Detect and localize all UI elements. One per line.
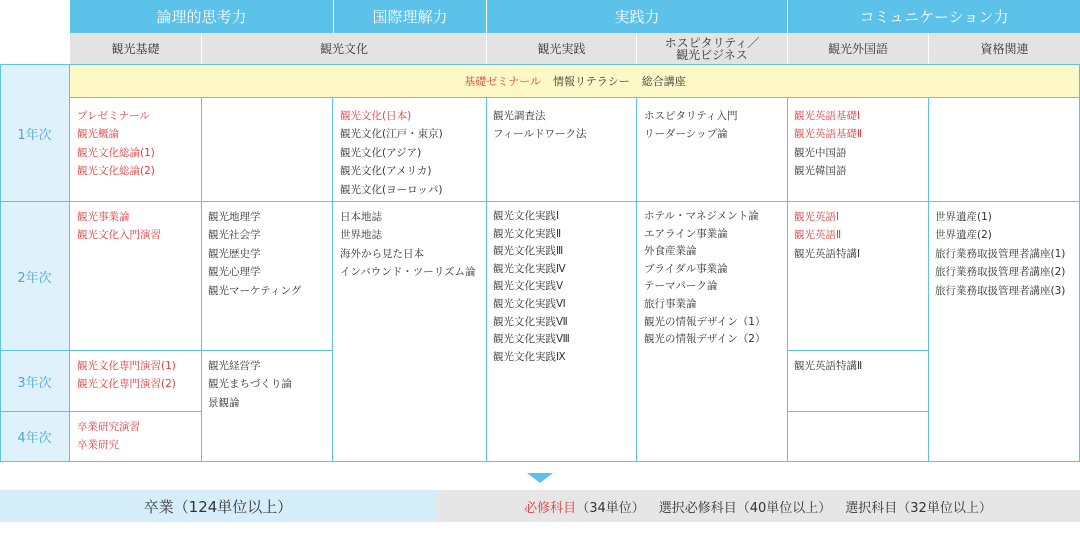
course-item: 観光文化入門演習 [77, 229, 161, 242]
course-item: 観光英語基礎Ⅱ [794, 128, 863, 141]
grid-line [928, 97, 929, 462]
course-item: 観光文化(アメリカ) [340, 165, 432, 178]
year-label-3: 3年次 [0, 351, 69, 411]
subject-gaikoku: 観光外国語 [788, 33, 928, 64]
grid-line [69, 64, 70, 462]
subject-bunka: 観光文化 [202, 33, 486, 64]
grid-line [0, 461, 1080, 462]
header-divider [928, 33, 929, 64]
category-practical: 実践力 [487, 0, 787, 33]
subject-kiso: 観光基礎 [70, 33, 201, 64]
course-item: 旅行業務取扱管理者講座(3) [935, 284, 1066, 297]
subject-hospitality [637, 33, 787, 64]
course-item: 観光文化実践Ⅴ [493, 280, 564, 293]
cell-jissen-year1 [493, 107, 586, 144]
cell-bunka-b-year2 [340, 208, 476, 282]
band-required-course: 基礎ゼミナール [464, 75, 541, 88]
credit-breakdown [436, 490, 1080, 522]
cell-kiso-year3 [77, 357, 176, 394]
grid-line [788, 411, 929, 412]
subject-shikaku: 資格関連 [929, 33, 1080, 64]
course-item: 観光マーケティング [208, 284, 302, 297]
required-credits [524, 497, 645, 516]
course-item: 観光文化専門演習(1) [77, 360, 176, 372]
course-item: 観光英語Ⅱ [794, 229, 842, 242]
course-item: 旅行業務取扱管理者講座(2) [935, 266, 1066, 279]
header-divider [787, 33, 788, 64]
course-item: 外食産業論 [644, 245, 697, 258]
course-item: 観光英語特講Ⅰ [794, 247, 861, 260]
course-item: 観光文化総論(2) [77, 165, 155, 178]
course-item: 観光文化実践Ⅱ [493, 227, 562, 240]
grid-line [788, 350, 929, 351]
course-item: インバウンド・ツーリズム論 [340, 266, 476, 279]
course-item: ブライダル事業論 [644, 262, 728, 275]
elective-credits: 選択科目（32単位以上） [845, 500, 992, 516]
grid-line [636, 97, 637, 462]
course-item: 観光英語基礎Ⅰ [794, 110, 861, 122]
cell-bunka-a-year3 [208, 357, 292, 412]
course-item: 観光文化実践Ⅳ [493, 262, 566, 275]
course-item: 観光韓国語 [794, 165, 847, 178]
course-item: 観光文化(ヨーロッパ) [340, 183, 443, 196]
course-item: 卒業研究 [77, 439, 119, 452]
subject-hospitality-line1: ホスピタリティ／ [664, 35, 760, 50]
course-item: 観光文化実践Ⅸ [493, 350, 566, 363]
course-item: エアライン事業論 [644, 227, 728, 240]
down-arrow-icon [527, 473, 553, 483]
header-divider [486, 33, 487, 64]
course-item: 観光地理学 [208, 211, 261, 223]
grid-line [787, 97, 788, 462]
course-item: 観光文化総論(1) [77, 146, 155, 159]
subject-hospitality-line2: 観光ビジネス [676, 47, 748, 62]
cell-kiso-year4 [77, 418, 140, 455]
course-item: 観光文化実践Ⅵ [493, 297, 566, 310]
required-units: （34単位） [576, 500, 645, 516]
course-item: テーマパーク論 [644, 280, 718, 293]
cell-kiso-year1 [77, 107, 155, 181]
course-item: 世界地誌 [340, 229, 382, 242]
course-item: ホテル・マネジメント論 [644, 210, 759, 222]
course-item: プレゼミナール [77, 110, 150, 122]
header-divider [486, 0, 487, 33]
course-item: 観光英語Ⅰ [794, 211, 840, 223]
grid-line [332, 97, 333, 462]
grid-line [70, 97, 1080, 98]
grid-line [0, 201, 1080, 202]
grid-line [0, 350, 333, 351]
cell-kiso-year2 [77, 208, 161, 245]
grid-line [0, 64, 1, 462]
cell-shikaku-year2 [935, 208, 1065, 300]
year-label-4: 4年次 [0, 412, 69, 461]
grid-line [201, 97, 202, 462]
course-item: 観光文化(アジア) [340, 146, 422, 159]
cell-hospitality-year2 [644, 208, 765, 349]
course-item: 観光概論 [77, 128, 119, 141]
course-item: 観光事業論 [77, 211, 130, 223]
course-item: 観光まちづくり論 [208, 378, 292, 391]
grid-line [0, 411, 202, 412]
category-communication: コミュニケーション力 [788, 0, 1080, 33]
category-international-understanding: 国際理解力 [334, 0, 486, 33]
course-item: 海外から見た日本 [340, 247, 424, 260]
course-item: 観光文化実践Ⅰ [493, 210, 560, 222]
header-divider [201, 33, 202, 64]
course-item: 観光文化専門演習(2) [77, 378, 176, 391]
band-course-info-literacy: 情報リテラシー [553, 75, 630, 88]
course-item: 世界遺産(1) [935, 211, 992, 223]
band-course-general: 総合講座 [641, 75, 686, 88]
course-item: 卒業研究演習 [77, 421, 140, 433]
course-item: 観光文化実践Ⅶ [493, 315, 568, 328]
cell-hospitality-year1 [644, 107, 737, 144]
cell-jissen-year2 [493, 208, 570, 366]
course-item: 観光社会学 [208, 229, 261, 242]
header-divider [636, 33, 637, 64]
course-item: 観光文化実践Ⅷ [493, 333, 570, 346]
year-label-2: 2年次 [0, 202, 69, 350]
header-divider [333, 0, 334, 33]
selective-required-credits: 選択必修科目（40単位以上） [658, 500, 832, 516]
course-item: リーダーシップ論 [644, 128, 728, 141]
course-item: ホスピタリティ入門 [644, 110, 738, 122]
cell-gaikoku-year1 [794, 107, 862, 181]
grid-line [486, 97, 487, 462]
course-item: 観光中国語 [794, 146, 847, 159]
cell-bunka-b-year1 [340, 107, 443, 199]
course-item: フィールドワーク法 [493, 128, 587, 141]
course-item: 観光の情報デザイン（2） [644, 333, 766, 346]
course-item: 旅行事業論 [644, 297, 697, 310]
graduation-requirement: 卒業（124単位以上） [0, 490, 436, 522]
course-item: 観光文化(日本) [340, 110, 412, 122]
category-logical-thinking: 論理的思考力 [70, 0, 333, 33]
cell-gaikoku-year3 [794, 357, 862, 375]
subject-jissen: 観光実践 [487, 33, 636, 64]
course-item: 観光文化(江戸・東京) [340, 128, 443, 141]
course-item: 世界遺産(2) [935, 229, 992, 242]
cell-gaikoku-year2 [794, 208, 860, 263]
required-label: 必修科目 [524, 500, 577, 516]
course-item: 観光文化実践Ⅲ [493, 245, 564, 258]
course-item: 景観論 [208, 396, 240, 409]
header-divider [787, 0, 788, 33]
cell-bunka-a-year2 [208, 208, 301, 300]
year-label-1: 1年次 [0, 65, 69, 201]
course-item: 観光歴史学 [208, 247, 261, 260]
course-item: 観光英語特講Ⅱ [794, 360, 863, 372]
course-item: 旅行業務取扱管理者講座(1) [935, 247, 1066, 260]
course-item: 観光心理学 [208, 266, 261, 279]
course-item: 日本地誌 [340, 211, 382, 223]
grid-line [0, 64, 1080, 65]
course-item: 観光調査法 [493, 110, 546, 122]
course-item: 観光の情報デザイン（1） [644, 315, 766, 328]
common-course-band [70, 65, 1080, 97]
course-item: 観光経営学 [208, 360, 261, 372]
